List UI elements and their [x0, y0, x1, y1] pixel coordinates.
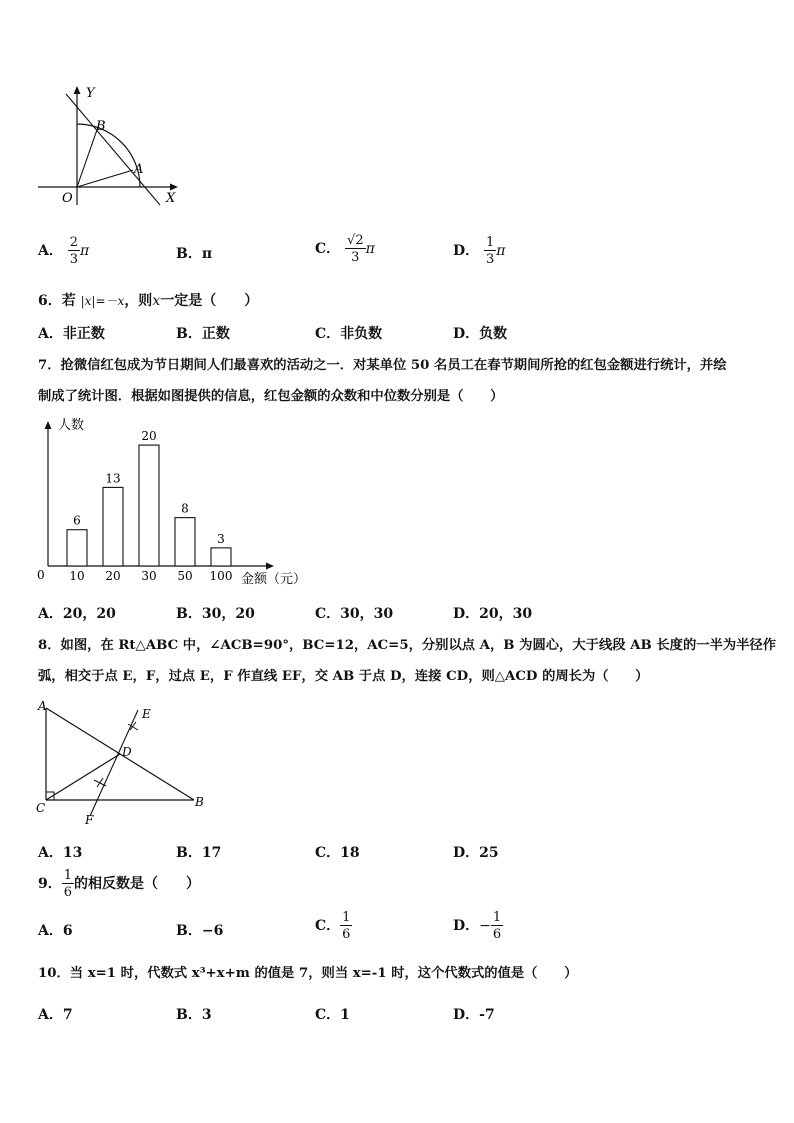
chart-y-label: 人数	[58, 418, 85, 433]
q8-stem-line1: 8．如图，在 Rt△ABC 中，∠ACB=90°，BC=12，AC=5，分别以点 A，B 为圆心，大于线段 AB 长度的一半为半径作	[38, 638, 777, 653]
bar-100	[211, 548, 231, 566]
point-b-label: B	[96, 119, 106, 134]
bar-chart	[30, 415, 310, 590]
x-tick-label: 30	[141, 569, 157, 583]
x-tick-label: 100	[209, 569, 233, 583]
q9-option-a[interactable]: A．6	[38, 923, 73, 939]
x-tick-label: 20	[105, 569, 121, 583]
q7-option-a[interactable]: A．20，20	[38, 606, 116, 622]
q10-option-c[interactable]: C．1	[315, 1007, 350, 1023]
x-label: X	[166, 191, 176, 206]
q8-stem-line2: 弧，相交于点 E，F，过点 E，F 作直线 EF，交 AB 于点 D，连接 CD，则△ACD 的周长为（ ）	[38, 669, 649, 684]
bar-10	[67, 530, 87, 566]
q6-option-b[interactable]: B．正数	[176, 326, 230, 342]
point-e-label: E	[142, 707, 151, 721]
q8-option-c[interactable]: C．18	[315, 845, 360, 861]
q7-stem-line2: 制成了统计图．根据如图提供的信息，红包金额的众数和中位数分别是（ ）	[38, 389, 504, 404]
bar-value-label: 20	[141, 429, 157, 444]
q6-option-c[interactable]: C．非负数	[315, 326, 383, 342]
point-f-label: F	[85, 813, 94, 827]
x-tick-label: 50	[177, 569, 193, 583]
q8-option-b[interactable]: B．17	[176, 845, 222, 861]
bar-value-label: 6	[73, 513, 81, 528]
chart-x-label: 金额（元）	[241, 572, 307, 587]
q10-stem: 10．当 x=1 时，代数式 x³+x+m 的值是 7，则当 x=-1 时，这个代数式的值是（ ）	[38, 966, 578, 981]
bars-group	[67, 429, 232, 583]
q6-option-d[interactable]: D．负数	[453, 326, 508, 342]
q7-stem-line1: 7．抢微信红包成为节日期间人们最喜欢的活动之一．对某单位 50 名员工在春节期间所抢的红包金额进行统计，并绘	[38, 358, 727, 373]
q10-option-b[interactable]: B．3	[176, 1007, 212, 1023]
q9-option-c[interactable]: C． $\frac{1}{6}$	[315, 910, 351, 942]
x-tick-label: 10	[69, 569, 85, 583]
arc-mark-bottom	[94, 778, 106, 787]
fraction: $\frac{1}{6}$	[63, 868, 73, 900]
y-axis-arrow	[74, 86, 81, 94]
bar-value-label: 3	[217, 531, 225, 546]
fraction: $\frac{1}{6}$	[492, 910, 502, 942]
chart-origin-label: 0	[37, 568, 45, 582]
q7-option-c[interactable]: C．30，30	[315, 606, 394, 622]
segment-cd	[46, 754, 120, 800]
q8-option-a[interactable]: A．13	[38, 845, 83, 861]
q8-option-d[interactable]: D．25	[453, 845, 499, 861]
q9-stem: 9． $\frac{1}{6}$ 的相反数是（ ）	[38, 868, 201, 900]
q7-option-b[interactable]: B．30，20	[176, 606, 255, 622]
q10-option-a[interactable]: A．7	[38, 1007, 73, 1023]
q5-option-c[interactable]: C． $\frac{√2}{3}$ π	[315, 233, 375, 265]
point-c-label: C	[36, 801, 46, 815]
point-a-label: A	[134, 162, 144, 177]
segment-oa	[77, 170, 133, 187]
q5-option-b[interactable]: B．π	[176, 246, 213, 262]
bar-value-label: 8	[181, 501, 189, 516]
fraction: $\frac{√2}{3}$	[347, 233, 364, 265]
bar-20	[103, 487, 123, 566]
fraction: $\frac{1}{3}$	[486, 235, 495, 267]
q6-option-a[interactable]: A．非正数	[38, 326, 105, 342]
x-axis-arrow	[170, 184, 178, 191]
q9-option-b[interactable]: B．−6	[176, 923, 224, 939]
line-through-ab	[66, 94, 160, 205]
fraction: $\frac{2}{3}$	[69, 235, 79, 267]
q5-option-d[interactable]: D． $\frac{1}{3}$ π	[453, 235, 506, 267]
bar-value-label: 13	[105, 471, 121, 486]
point-b-label: B	[195, 795, 204, 809]
y-label: Y	[86, 86, 95, 101]
chart-x-arrow	[266, 563, 274, 570]
q9-option-d[interactable]: D．− $\frac{1}{6}$	[453, 910, 502, 942]
bar-30	[139, 445, 159, 566]
q5-option-a[interactable]: A． $\frac{2}{3}$ π	[38, 235, 90, 267]
segment-ob	[77, 127, 98, 187]
origin-label: O	[62, 191, 73, 206]
q7-option-d[interactable]: D．20，30	[453, 606, 533, 622]
chart-y-arrow	[45, 421, 52, 429]
bar-50	[175, 518, 195, 566]
fraction: $\frac{1}{6}$	[342, 910, 351, 942]
q10-option-d[interactable]: D．-7	[453, 1007, 495, 1023]
point-a-label: A	[38, 699, 47, 713]
abs-equation: |x|=－x	[80, 294, 125, 308]
q8-triangle-figure	[34, 698, 214, 828]
q6-stem: 6．若 |x|=－x，则x一定是（ ）	[38, 293, 259, 309]
q5-figure	[30, 80, 190, 210]
point-d-label: D	[122, 745, 132, 759]
